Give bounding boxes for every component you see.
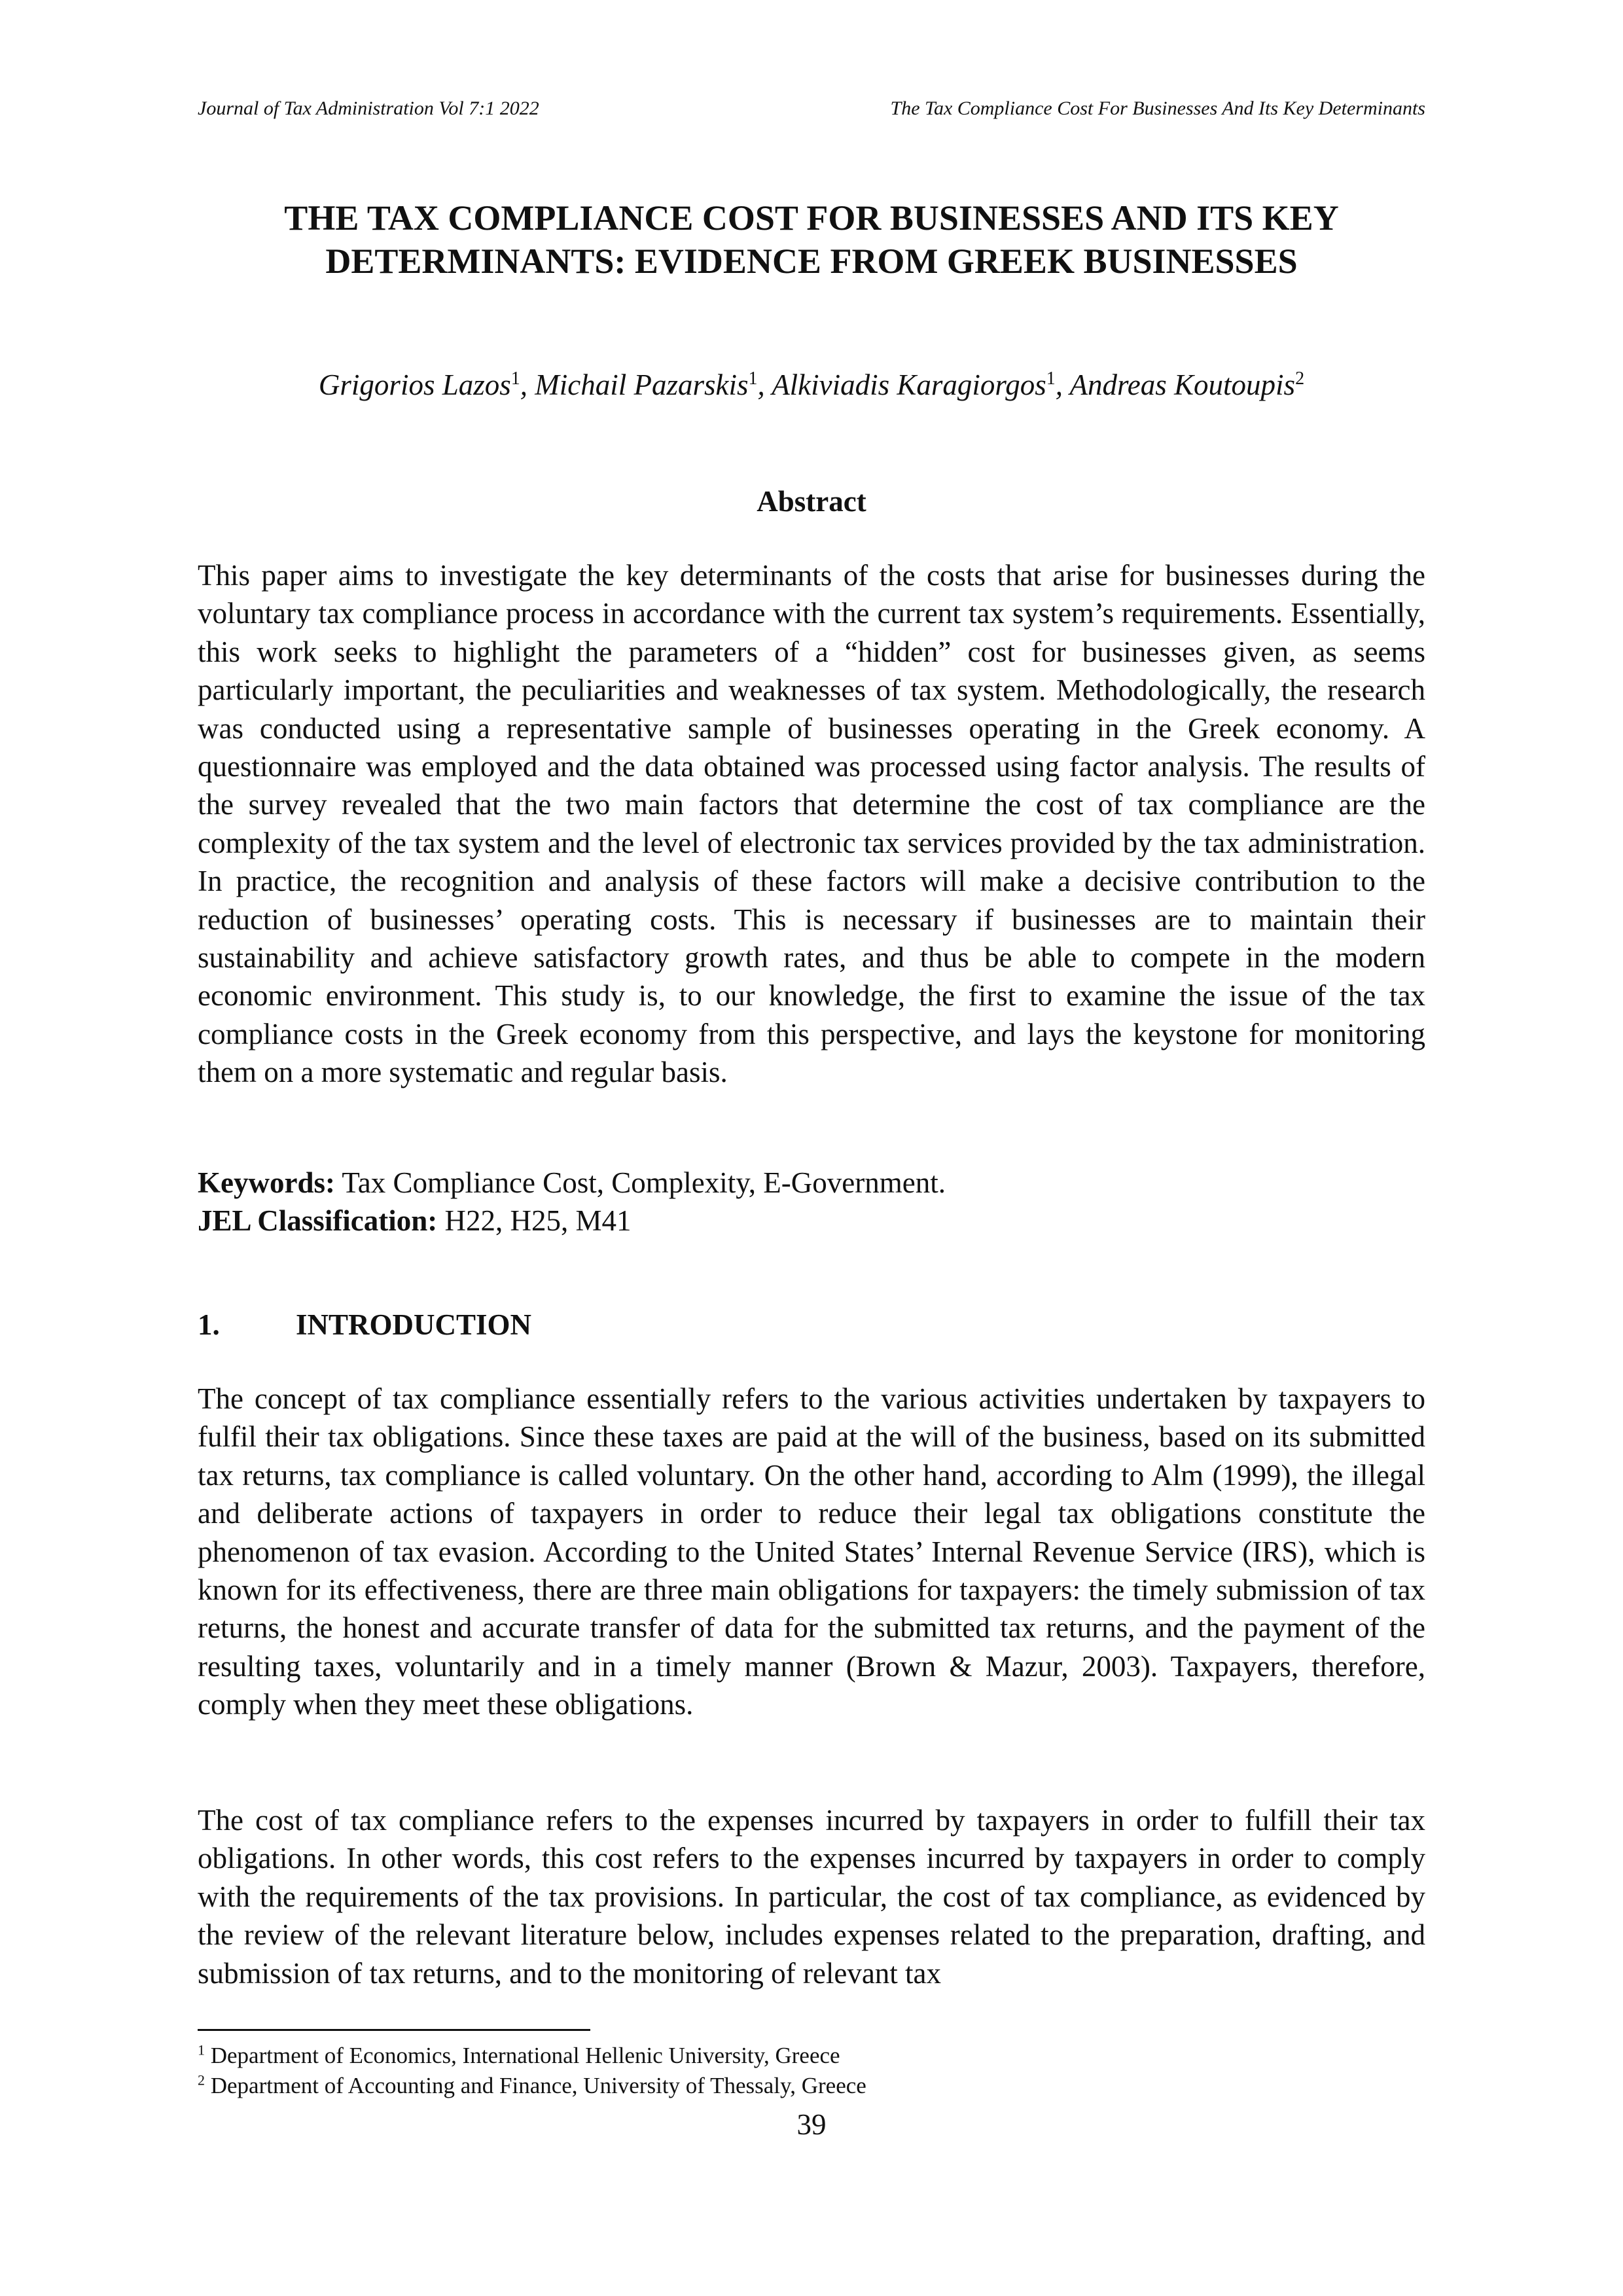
author-name: Andreas Koutoupis <box>1069 368 1296 401</box>
author-name: Alkiviadis Karagiorgos <box>772 368 1046 401</box>
paper-page <box>198 0 1425 2296</box>
keywords-line <box>198 1164 1425 1202</box>
footnote-mark: 1 <box>198 2041 205 2058</box>
paper-title <box>198 196 1425 283</box>
footnotes <box>198 2041 1425 2101</box>
running-title: The Tax Compliance Cost For Businesses And Its Key Determinants <box>890 98 1425 119</box>
author-affiliation-mark: 1 <box>510 368 520 389</box>
journal-citation: Journal of Tax Administration Vol 7:1 2022 <box>198 98 539 119</box>
jel-classification-line <box>198 1202 1425 1240</box>
abstract-heading: Abstract <box>757 485 866 518</box>
footnote-divider <box>198 2029 590 2031</box>
introduction-paragraph-2: The cost of tax compliance refers to the expenses incurred by taxpayers in order to fulfill their tax obligations. In other words, this cost refers to the expenses incurred by taxpayers in order to comply with the requirements of the tax provisions. In particular, the cost of tax compliance, as evidenced by the review of the relevant literature below, includes expenses related to the preparation, drafting, and submission of tax returns, and to the monitoring of relevant tax <box>198 1804 1425 1990</box>
author-separator: , <box>520 368 535 401</box>
footnote-mark: 2 <box>198 2072 205 2089</box>
footnote-text: Department of Economics, International Hellenic University, Greece <box>205 2043 840 2068</box>
section-heading-introduction <box>198 1306 1425 1343</box>
paper-title-line-2: DETERMINANTS: EVIDENCE FROM GREEK BUSINESSES <box>325 242 1298 281</box>
author-name: Michail Pazarskis <box>535 368 749 401</box>
footnote <box>198 2071 1425 2101</box>
author-list <box>198 367 1425 403</box>
footnote-text: Department of Accounting and Finance, University of Thessaly, Greece <box>205 2073 866 2098</box>
section-title: INTRODUCTION <box>296 1308 532 1341</box>
abstract-body: This paper aims to investigate the key determinants of the costs that arise for businesses during the voluntary tax compliance process in accordance with the current tax system’s requirements. Essentially, this work seeks to highlight the parameters of a “hidden” cost for businesses given, as seems particularly important, the peculiarities and weaknesses of tax system. Methodologically, the research was conducted using a representative sample of businesses operating in the Greek economy. A questionnaire was employed and the data obtained was processed using factor analysis. The results of the survey revealed that the two main factors that determine the cost of tax compliance are the complexity of the tax system and the level of electronic tax services provided by the tax administration. In practice, the recognition and analysis of these factors will make a decisive contribution to the reduction of businesses’ operating costs. This is necessary if businesses are to maintain their sustainability and achieve satisfactory growth rates, and thus be able to compete in the modern economic environment. This study is, to our knowledge, the first to examine the issue of the tax compliance costs in the Greek economy from this perspective, and lays the keystone for monitoring them on a more systematic and regular basis. <box>198 559 1425 1089</box>
jel-value: H22, H25, M41 <box>437 1204 632 1237</box>
author-name: Grigorios Lazos <box>318 368 511 401</box>
section-number: 1. <box>198 1308 220 1341</box>
author-separator: , <box>757 368 772 401</box>
keywords-value: Tax Compliance Cost, Complexity, E-Government. <box>334 1166 946 1199</box>
author-affiliation-mark: 1 <box>1046 368 1056 389</box>
author-separator: , <box>1055 368 1070 401</box>
keywords-label: Keywords: <box>198 1166 335 1199</box>
page-number: 39 <box>796 2108 827 2141</box>
footnote <box>198 2041 1425 2071</box>
author-affiliation-mark: 2 <box>1295 368 1305 389</box>
paper-title-line-1: THE TAX COMPLIANCE COST FOR BUSINESSES AND ITS KEY <box>284 198 1339 238</box>
introduction-paragraph-1: The concept of tax compliance essentially refers to the various activities undertaken by taxpayers to fulfil their tax obligations. Since these taxes are paid at the will of the business, based on its submitted tax returns, tax compliance is called voluntary. On the other hand, according to Alm (1999), the illegal and deliberate actions of taxpayers in order to reduce their legal tax obligations constitute the phenomenon of tax evasion. According to the United States’ Internal Revenue Service (IRS), which is known for its effectiveness, there are three main obligations for taxpayers: the timely submission of tax returns, the honest and accurate transfer of data for the submitted tax returns, and the payment of the resulting taxes, voluntarily and in a timely manner (Brown & Mazur, 2003). Taxpayers, therefore, comply when they meet these obligations. <box>198 1382 1425 1721</box>
author-affiliation-mark: 1 <box>748 368 758 389</box>
jel-label: JEL Classification: <box>198 1204 438 1237</box>
